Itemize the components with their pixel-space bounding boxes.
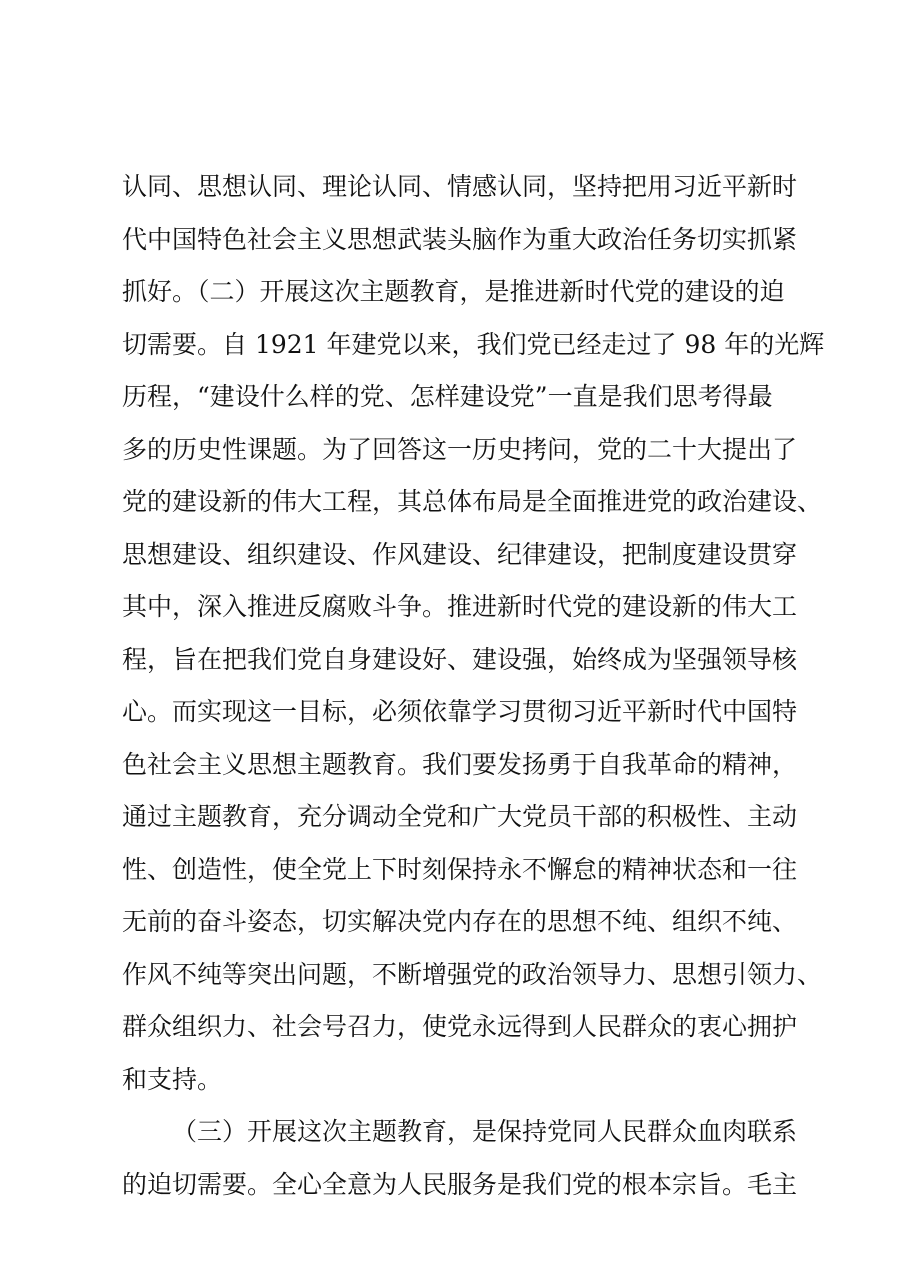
text-line: 多的历史性课题。为了回答这一历史拷问，党的二十大提出了 <box>122 435 798 464</box>
text-line: 思想建设、组织建设、作风建设、纪律建设，把制度建设贯穿 <box>122 540 798 569</box>
text-line: 其中，深入推进反腐败斗争。推进新时代党的建设新的伟大工 <box>122 592 798 621</box>
text-line: 党的建设新的伟大工程，其总体布局是全面推进党的政治建设、 <box>122 487 823 516</box>
text-line: 历程，“建设什么样的党、怎样建设党”一直是我们思考得最 <box>122 382 773 411</box>
text-line: 无前的奋斗姿态，切实解决党内存在的思想不纯、组织不纯、 <box>122 907 798 936</box>
text-line: 代中国特色社会主义思想武装头脑作为重大政治任务切实抓紧 <box>122 225 798 254</box>
text-line: 心。而实现这一目标，必须依靠学习贯彻习近平新时代中国特 <box>122 697 798 726</box>
text-line: 作风不纯等突出问题，不断增强党的政治领导力、思想引领力、 <box>122 960 823 989</box>
text-line: 的迫切需要。全心全意为人民服务是我们党的根本宗旨。毛主 <box>122 1170 798 1199</box>
text-line: 切需要。自 1921 年建党以来，我们党已经走过了 98 年的光辉 <box>122 330 825 359</box>
paragraph-first-line: （三）开展这次主题教育，是保持党同人民群众血肉联系 <box>172 1117 798 1146</box>
text-line: 和支持。 <box>122 1065 223 1094</box>
text-line: 抓好。（二）开展这次主题教育，是推进新时代党的建设的迫 <box>122 277 785 306</box>
text-line: 色社会主义思想主题教育。我们要发扬勇于自我革命的精神， <box>122 750 798 779</box>
text-line: 程，旨在把我们党自身建设好、建设强，始终成为坚强领导核 <box>122 645 798 674</box>
text-line: 群众组织力、社会号召力，使党永远得到人民群众的衷心拥护 <box>122 1012 798 1041</box>
text-line: 认同、思想认同、理论认同、情感认同，坚持把用习近平新时 <box>122 172 798 201</box>
text-line: 性、创造性，使全党上下时刻保持永不懈怠的精神状态和一往 <box>122 855 798 884</box>
text-line: 通过主题教育，充分调动全党和广大党员干部的积极性、主动 <box>122 802 798 831</box>
